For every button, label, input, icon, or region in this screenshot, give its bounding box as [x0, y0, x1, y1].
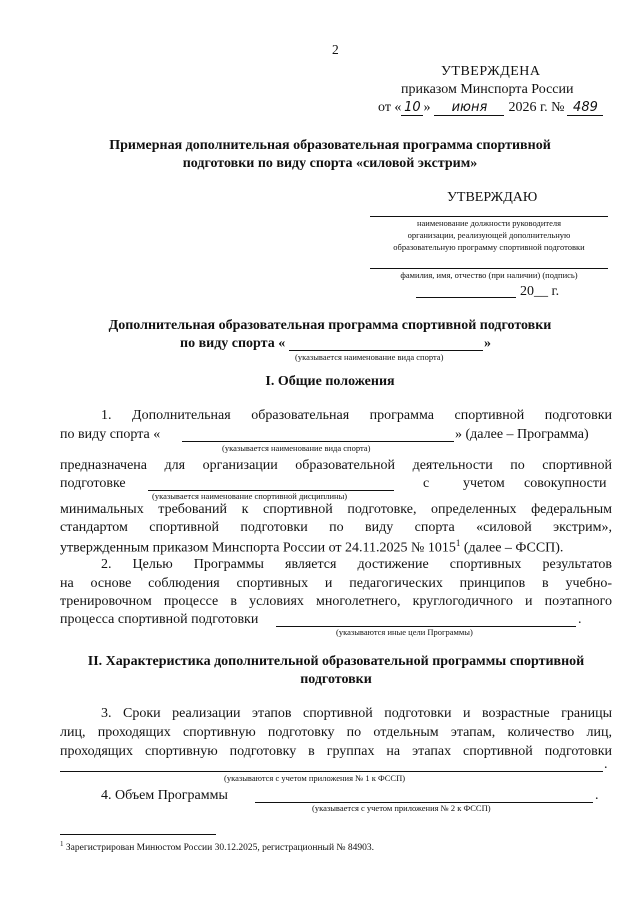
- page-number: 2: [332, 42, 339, 57]
- p1-line7-tail: (далее – ФССП).: [460, 540, 564, 556]
- position-caption-3: образовательную программу спортивной подготовки: [393, 242, 585, 252]
- program-sport-blank: [289, 350, 483, 351]
- p1-sport-blank: [182, 441, 454, 442]
- p2-line3: тренировочном процессе в условиях многолетнего, круглогодичного и поэтапного: [60, 594, 612, 609]
- p2-line2: на основе соблюдения спортивных и педагогических принципов в учебно-: [60, 576, 612, 591]
- p1-line7-text: утвержденным приказом Минспорта России от 24.11.2025 № 1015: [60, 540, 456, 556]
- p2-line4-end: .: [578, 612, 582, 627]
- p1-line3: предназначена для организации образовательной деятельности по спортивной: [60, 458, 612, 473]
- p4-end: .: [595, 788, 599, 803]
- footnote-text: Зарегистрирован Минюстом России 30.12.2025, регистрационный № 84903.: [63, 843, 374, 854]
- p1-line4-mid: с: [423, 476, 430, 491]
- p1-line4-right2: совокупности: [524, 476, 607, 491]
- name-line: [370, 268, 608, 269]
- p3-line4-end: .: [604, 757, 608, 772]
- p2-line1: 2. Целью Программы является достижение спортивных результатов: [101, 557, 612, 572]
- approval-month: июня: [434, 100, 504, 116]
- footnote-separator: [60, 834, 216, 835]
- program-title-line1: Дополнительная образовательная программа спортивной подготовки: [108, 318, 552, 333]
- position-line: [370, 216, 608, 217]
- p3-caption: (указываются с учетом приложения № 1 к ФССП): [224, 773, 406, 783]
- approval-title: УТВЕРЖДЕНА: [441, 64, 541, 79]
- position-caption-2: организации, реализующей дополнительную: [407, 230, 571, 240]
- date-blank-line: [416, 297, 516, 298]
- footnote-ref: 1: [455, 538, 461, 548]
- p1-line1: 1. Дополнительная образовательная программа спортивной подготовки: [101, 408, 612, 423]
- footnote: [60, 840, 374, 853]
- program-sport-caption: (указывается наименование вида спорта): [295, 352, 444, 362]
- p3-line3: проходящих спортивную подготовку в группах на этапах спортивной подготовки: [60, 744, 612, 759]
- p1-line7: [60, 538, 563, 557]
- p3-blank: [60, 771, 603, 772]
- approval-number: 489: [567, 100, 603, 116]
- p1-line4-left: подготовке: [60, 476, 126, 491]
- p4-label: 4. Объем Программы: [101, 788, 228, 803]
- doc-title-line1: Примерная дополнительная образовательная программа спортивной: [109, 138, 551, 153]
- p1-discipline-caption: (указывается наименование спортивной дисциплины): [152, 491, 348, 501]
- approve-date-year: 20__ г.: [520, 284, 560, 299]
- p1-line2-left: по виду спорта «: [60, 427, 161, 442]
- approval-order-line: приказом Минспорта России: [401, 82, 574, 97]
- approval-quote: »: [423, 100, 431, 115]
- p1-sport-caption: (указывается наименование вида спорта): [222, 443, 371, 453]
- approve-title: УТВЕРЖДАЮ: [447, 190, 538, 205]
- p2-line4: процесса спортивной подготовки: [60, 612, 259, 627]
- position-caption-1: наименование должности руководителя: [416, 218, 562, 228]
- p1-line2-right: » (далее – Программа): [455, 427, 589, 442]
- p1-line6: стандартом спортивной подготовки по виду спорта «силовой экстрим»,: [60, 520, 612, 535]
- approval-from: от «: [378, 100, 402, 115]
- footnote-mark: 1: [60, 840, 64, 848]
- section2-heading-line1: II. Характеристика дополнительной образовательной программы спортивной: [87, 654, 585, 669]
- p3-line1: 3. Сроки реализации этапов спортивной подготовки и возрастные границы: [101, 706, 612, 721]
- program-title-line2-left: по виду спорта «: [180, 336, 286, 351]
- p1-line5: минимальных требований к спортивной подготовке, определенных федеральным: [60, 502, 612, 517]
- approval-day: 10: [401, 100, 423, 116]
- doc-title-line2: подготовки по виду спорта «силовой экстрим»: [182, 156, 478, 171]
- p1-line4-right1: учетом: [463, 476, 505, 491]
- name-caption: фамилия, имя, отчество (при наличии) (подпись): [400, 270, 578, 280]
- approval-year: 2026 г. №: [508, 100, 565, 115]
- p4-caption: (указывается с учетом приложения № 2 к ФССП): [312, 803, 491, 813]
- section1-heading: I. Общие положения: [265, 374, 395, 389]
- approval-date-line: [378, 100, 603, 116]
- program-title-line2-right: »: [484, 336, 491, 351]
- p2-goals-caption: (указываются иные цели Программы): [336, 627, 473, 637]
- p3-line2: лиц, проходящих спортивную подготовку по отдельным этапам, количество лиц,: [60, 725, 612, 740]
- section2-heading-line2: подготовки: [300, 672, 372, 687]
